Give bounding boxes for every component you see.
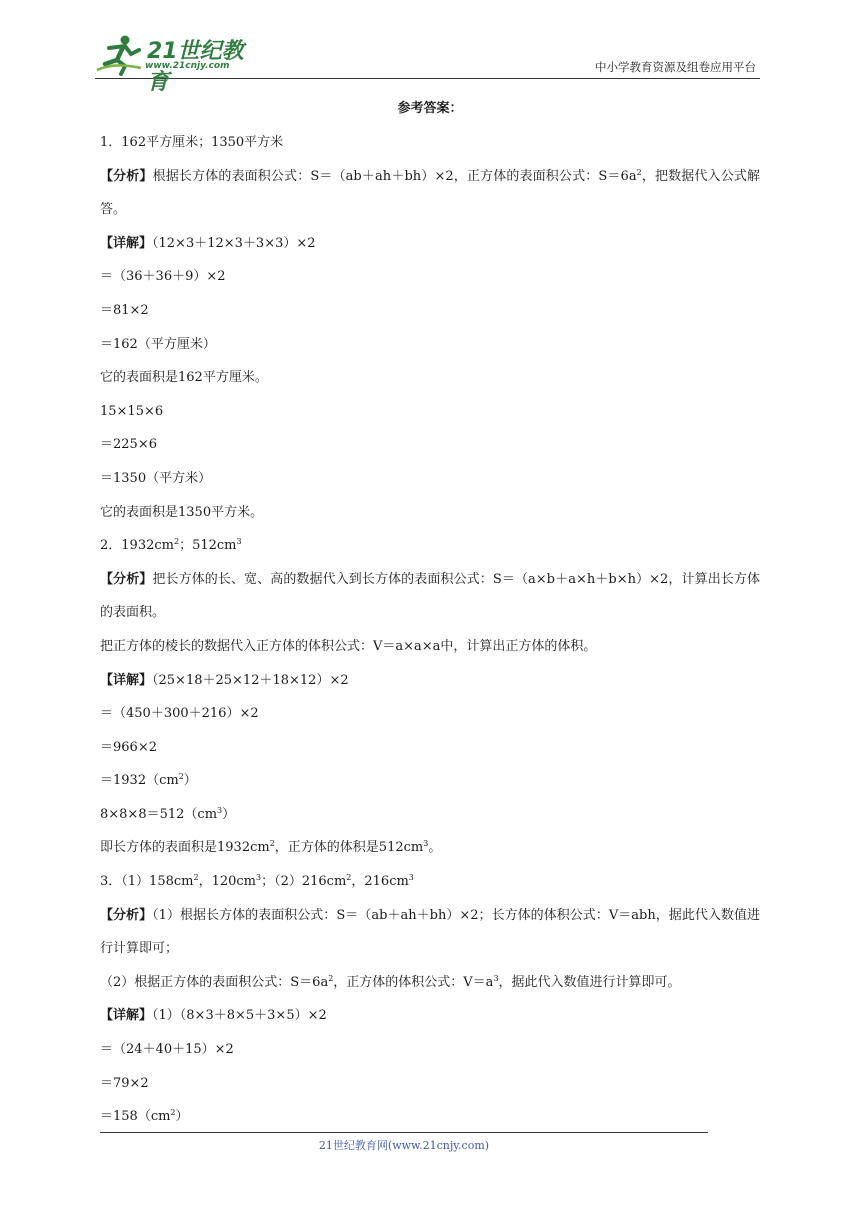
conclusion-line xyxy=(100,831,760,865)
detail-2 xyxy=(100,664,760,698)
logo xyxy=(95,34,265,95)
text-span: （1）（8×3＋8×5＋3×5）×2 xyxy=(152,1008,327,1024)
text-span: 。 xyxy=(428,840,442,856)
text-span: ） xyxy=(175,1109,189,1125)
analysis-1 xyxy=(100,160,760,227)
step-line: ＝（36＋36＋9）×2 xyxy=(100,269,226,285)
step-line xyxy=(100,1100,760,1134)
text-span: 即长方体的表面积是1932cm xyxy=(100,840,270,856)
superscript: 2 xyxy=(346,873,352,883)
step-line: ＝（450＋300＋216）×2 xyxy=(100,706,259,722)
text-span: ＝1932（cm xyxy=(100,773,179,789)
page-footer: 21世纪教育网(www.21cnjy.com) xyxy=(318,1139,490,1152)
superscript: 2 xyxy=(269,839,275,849)
footer-divider xyxy=(100,1132,708,1133)
analysis-tag: 【分析】 xyxy=(100,571,153,587)
analysis-line xyxy=(100,966,760,1000)
text-span: ＝158（cm xyxy=(100,1109,171,1125)
text-span: ，120cm xyxy=(198,874,256,890)
text-span: ；（2）216cm xyxy=(261,874,347,890)
text-span: ，216cm xyxy=(351,874,409,890)
page-header xyxy=(95,30,760,95)
answer-line-1: 1．162平方厘米；1350平方米 xyxy=(100,135,284,150)
text-span: 3．（1）158cm xyxy=(100,874,194,890)
analysis-2 xyxy=(100,563,760,630)
text-span: 8×8×8＝512（cm xyxy=(100,806,218,822)
text-span: 把长方体的长、宽、高的数据代入到长方体的表面积公式：S＝（a×b＋a×h＋b×h）×2，计算出长方体的表面积。 xyxy=(100,571,760,621)
conclusion-line: 它的表面积是162平方厘米。 xyxy=(100,370,268,386)
step-line: ＝225×6 xyxy=(100,437,157,453)
page-title: 参考答案： xyxy=(397,101,463,116)
superscript: 2 xyxy=(636,167,642,177)
detail-tag: 【详解】 xyxy=(100,235,153,251)
conclusion-line: 它的表面积是1350平方米。 xyxy=(100,504,264,520)
detail-1 xyxy=(100,227,760,261)
step-line: 15×15×6 xyxy=(100,403,164,419)
text-span: 2．1932cm xyxy=(100,538,174,554)
runner-logo-icon xyxy=(95,34,143,76)
step-line: ＝1350（平方米） xyxy=(100,470,212,486)
superscript: 2 xyxy=(178,772,184,782)
text-span: （12×3＋12×3＋3×3）×2 xyxy=(152,235,316,251)
superscript: 3 xyxy=(408,873,414,883)
answer-content xyxy=(100,92,760,1134)
logo-text: 21世纪教育 xyxy=(147,39,244,95)
text-span: ） xyxy=(222,806,236,822)
superscript: 3 xyxy=(255,873,262,883)
text-span: （25×18＋25×12＋18×12）×2 xyxy=(152,672,349,688)
step-line xyxy=(100,764,760,798)
text-span: ；512cm xyxy=(179,538,237,554)
step-line xyxy=(100,798,760,832)
detail-tag: 【详解】 xyxy=(100,1008,153,1024)
text-span: ，正方体的体积公式：V＝a xyxy=(333,974,494,990)
detail-3 xyxy=(100,999,760,1033)
step-line: ＝162（平方厘米） xyxy=(100,336,216,352)
step-line: ＝79×2 xyxy=(100,1075,149,1091)
answer-line-3 xyxy=(100,865,760,899)
superscript: 3 xyxy=(217,805,223,815)
superscript: 2 xyxy=(173,537,180,547)
text-span: ，把数据代入公式解答。 xyxy=(100,168,760,218)
text-span: 根据长方体的表面积公式：S＝（ab＋ah＋bh）×2，正方体的表面积公式：S＝6a xyxy=(152,168,637,184)
detail-tag: 【详解】 xyxy=(100,672,153,688)
superscript: 3 xyxy=(493,973,499,983)
text-span: ，据此代入数值进行计算即可。 xyxy=(498,974,681,990)
answer-line-2 xyxy=(100,529,760,563)
text-span: ，正方体的体积是512cm xyxy=(274,840,424,856)
superscript: 2 xyxy=(328,973,334,983)
superscript: 2 xyxy=(170,1108,176,1118)
text-span: （2）根据正方体的表面积公式：S＝6a xyxy=(100,974,329,990)
superscript: 3 xyxy=(423,839,429,849)
step-line: ＝（24＋40＋15）×2 xyxy=(100,1042,234,1058)
analysis-line: 把正方体的棱长的数据代入正方体的体积公式：V＝a×a×a中，计算出正方体的体积。 xyxy=(100,638,597,654)
step-line: ＝81×2 xyxy=(100,302,149,318)
analysis-tag: 【分析】 xyxy=(100,907,153,923)
text-span: ） xyxy=(183,773,197,789)
analysis-3 xyxy=(100,899,760,966)
text-span: （1）根据长方体的表面积公式：S＝（ab＋ah＋bh）×2；长方体的体积公式：V＝abh，据此代入数值进行计算即可； xyxy=(100,907,760,957)
platform-name: 中小学教育资源及组卷应用平台 xyxy=(595,60,756,74)
step-line: ＝966×2 xyxy=(100,739,157,755)
superscript: 2 xyxy=(193,873,199,883)
logo-url: www.21cnjy.com xyxy=(145,61,230,71)
superscript: 3 xyxy=(236,537,242,547)
analysis-tag: 【分析】 xyxy=(100,168,153,184)
